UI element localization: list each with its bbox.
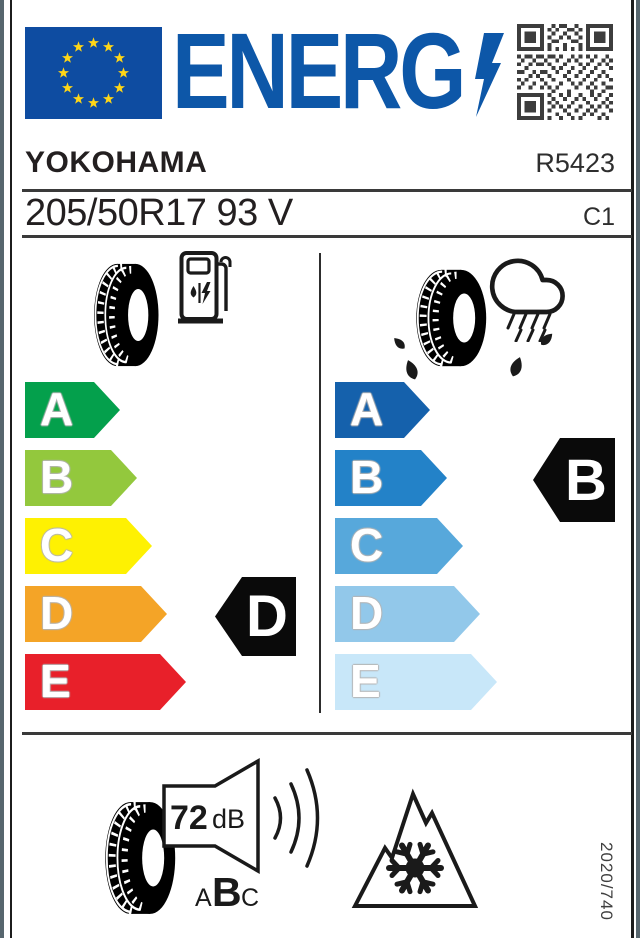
- regulation-number: 2020/740: [597, 842, 616, 921]
- label-left-border: [10, 0, 12, 938]
- noise-value: 72: [170, 799, 208, 837]
- wet-grade-c-arrow: [335, 518, 463, 574]
- svg-text:B: B: [565, 448, 607, 513]
- snowflake-mountain-icon: [348, 780, 482, 912]
- divider-top-2: [22, 235, 632, 238]
- label-right-border: [631, 0, 634, 938]
- tire-size-row: [25, 192, 615, 235]
- wet-grade-b-arrow: [335, 450, 447, 506]
- water-splash-icon: [388, 328, 568, 390]
- wet-grade-d-arrow: [335, 586, 480, 642]
- tire-size: 205/50R17 93 V: [25, 192, 293, 234]
- qr-code: [517, 24, 613, 120]
- column-divider: [319, 253, 321, 713]
- energ-logo-text: ENERG: [172, 10, 464, 132]
- noise-class-a: A: [195, 884, 212, 912]
- fuel-grade-a-arrow: [25, 382, 120, 438]
- model-code: R5423: [535, 148, 615, 178]
- noise-unit: dB: [212, 804, 246, 834]
- sound-waves-icon: [275, 770, 318, 866]
- fuel-grade-a-letter: A: [40, 382, 74, 435]
- wet-grade-e-letter: E: [350, 654, 381, 707]
- fuel-grade-d-letter: D: [40, 586, 74, 639]
- fuel-rating-badge: [215, 577, 296, 656]
- right-background-strip: [636, 0, 640, 938]
- fuel-grade-b-letter: B: [40, 450, 74, 503]
- fuel-grade-c-letter: C: [40, 518, 74, 571]
- divider-bottom: [22, 732, 632, 735]
- wet-grade-a-letter: A: [350, 382, 384, 435]
- vehicle-class: C1: [583, 203, 615, 231]
- fuel-grade-e-letter: E: [40, 654, 71, 707]
- wet-grade-b-letter: B: [350, 450, 384, 503]
- brand-name: YOKOHAMA: [25, 146, 208, 179]
- fuel-grade-d-arrow: [25, 586, 167, 642]
- wet-grip-rating-badge: [533, 438, 615, 522]
- wet-grade-e-arrow: [335, 654, 497, 710]
- wet-grade-a-arrow: [335, 382, 430, 438]
- left-background-strip: [0, 0, 4, 938]
- noise-icon: [98, 748, 348, 938]
- fuel-grade-e-arrow: [25, 654, 186, 710]
- fuel-pump-icon: [178, 250, 232, 326]
- brand-row: [25, 146, 615, 180]
- svg-text:D: D: [246, 584, 288, 649]
- noise-class-c: C: [241, 884, 260, 912]
- lightning-bolt-icon: [470, 33, 506, 117]
- fuel-grade-b-arrow: [25, 450, 137, 506]
- noise-class-b: B: [212, 869, 242, 915]
- eu-flag-icon: [25, 27, 162, 119]
- wet-grade-d-letter: D: [350, 586, 384, 639]
- fuel-tire-icon: [92, 262, 162, 368]
- wet-grade-c-letter: C: [350, 518, 384, 571]
- fuel-grade-c-arrow: [25, 518, 152, 574]
